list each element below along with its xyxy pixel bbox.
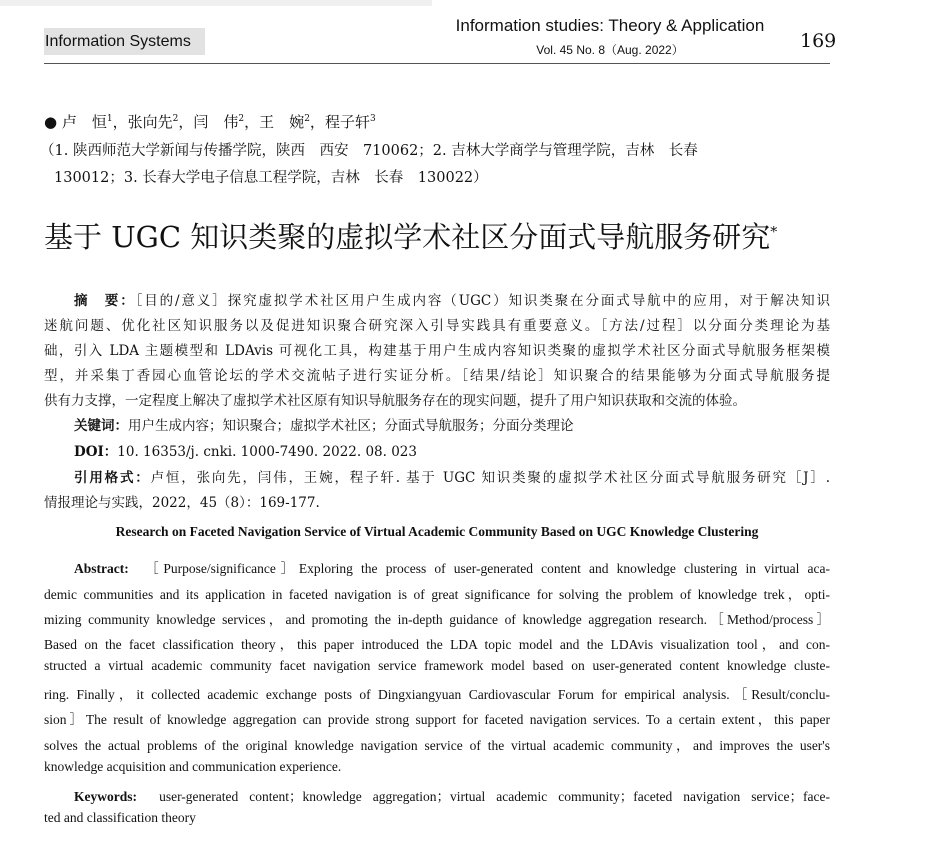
en-abstract-line: solves the actual problems of the original knowledge navigation service of the virtual academic community，and improves the user's — [44, 738, 830, 753]
abstract-line: 供有力支撑，一定程度上解决了虚拟学术社区原有知识导航服务存在的现实问题，提升了用户知识获取和交流的体验。 — [44, 393, 746, 409]
bullet-icon: ● — [44, 113, 58, 131]
volume-info: Vol. 45 No. 8（Aug. 2022） — [536, 43, 684, 57]
citation-line: 引用格式：卢恒，张向先，闫伟，王婉，程子轩. 基于 UGC 知识类聚的虚拟学术社区分面式导航服务研究［J］. — [74, 470, 830, 486]
en-keywords-line: ted and classification theory — [44, 810, 196, 825]
abstract-line: 迷航问题、优化社区知识服务以及促进知识聚合研究深入引导实践具有重要意义。［方法/过程］以分面分类理论为基 — [44, 318, 830, 334]
en-abstract-line: ring. Finally，it collected academic exchange posts of Dingxiangyuan Cardiovascular Forum for empirical analysis.［Result/conclu- — [44, 687, 830, 702]
citation-line: 情报理论与实践，2022，45（8）：169-177. — [44, 495, 320, 511]
authors: ● 卢 恒$^1$，张向先$^2$，闫 伟$^2$，王 婉$^2$，程子轩$^3$ — [44, 113, 376, 131]
abstract-line: 摘 要：［目的/意义］探究虚拟学术社区用户生成内容（UGC）知识类聚在分面式导航中的应用，对于解决知识 — [74, 293, 830, 309]
en-abstract-line: Abstract: ［Purpose/significance］Exploring the process of user-generated content and knowledge clustering in virtual aca- — [74, 561, 830, 576]
journal-title: Information studies: Theory & Application — [455, 16, 765, 35]
affiliation-line: 130012；3. 长春大学电子信息工程学院，吉林 长春 130022） — [54, 170, 488, 186]
top-bar — [0, 0, 432, 6]
en-abstract-line: structed a virtual academic community facet navigation service framework model based on user-generated content knowledge cluste- — [44, 658, 830, 673]
en-keywords-line: Keywords: user-generated content；knowledge aggregation；virtual academic community；faceted navigation service；face- — [74, 789, 830, 804]
en-abstract-line: sion］The result of knowledge aggregation can provide strong support for faceted navigation services. To a certain extent，this paper — [44, 712, 830, 727]
keywords: 关键词：用户生成内容；知识聚合；虚拟学术社区；分面式导航服务；分面分类理论 — [74, 418, 574, 434]
en-abstract-line: demic communities and its application in faceted navigation is of great significance for solving the problem of knowledge trek，opti- — [44, 587, 830, 602]
abstract-line: 型，并采集丁香园心血管论坛的学术交流帖子进行实证分析。［结果/结论］知识聚合的结果能够为分面式导航服务提 — [44, 368, 830, 384]
section-label: Information Systems — [44, 28, 205, 55]
paper-title: 基于 UGC 知识类聚的虚拟学术社区分面式导航服务研究* — [44, 220, 778, 254]
en-abstract-line: knowledge acquisition and communication experience. — [44, 759, 342, 774]
abstract-line: 础，引入 LDA 主题模型和 LDAvis 可视化工具，构建基于用户生成内容知识类聚的虚拟学术社区分面式导航服务框架模 — [44, 343, 830, 359]
doi: DOI：10. 16353/j. cnki. 1000-7490. 2022. 08. 023 — [74, 444, 417, 460]
affiliation-line: （1. 陕西师范大学新闻与传播学院，陕西 西安 710062；2. 吉林大学商学与管理学院，吉林 长春 — [40, 143, 698, 159]
english-title: Research on Faceted Navigation Service of Virtual Academic Community Based on UGC Knowledge Clustering — [115, 524, 759, 539]
en-abstract-line: Based on the facet classification theory，this paper introduced the LDA topic model and the LDAvis visualization tool，and con- — [44, 637, 830, 652]
header-rule — [44, 63, 830, 64]
en-abstract-line: mizing community knowledge services，and promoting the in-depth guidance of knowledge aggregation research.［Method/process］ — [44, 612, 830, 627]
page-number: 169 — [800, 30, 837, 52]
